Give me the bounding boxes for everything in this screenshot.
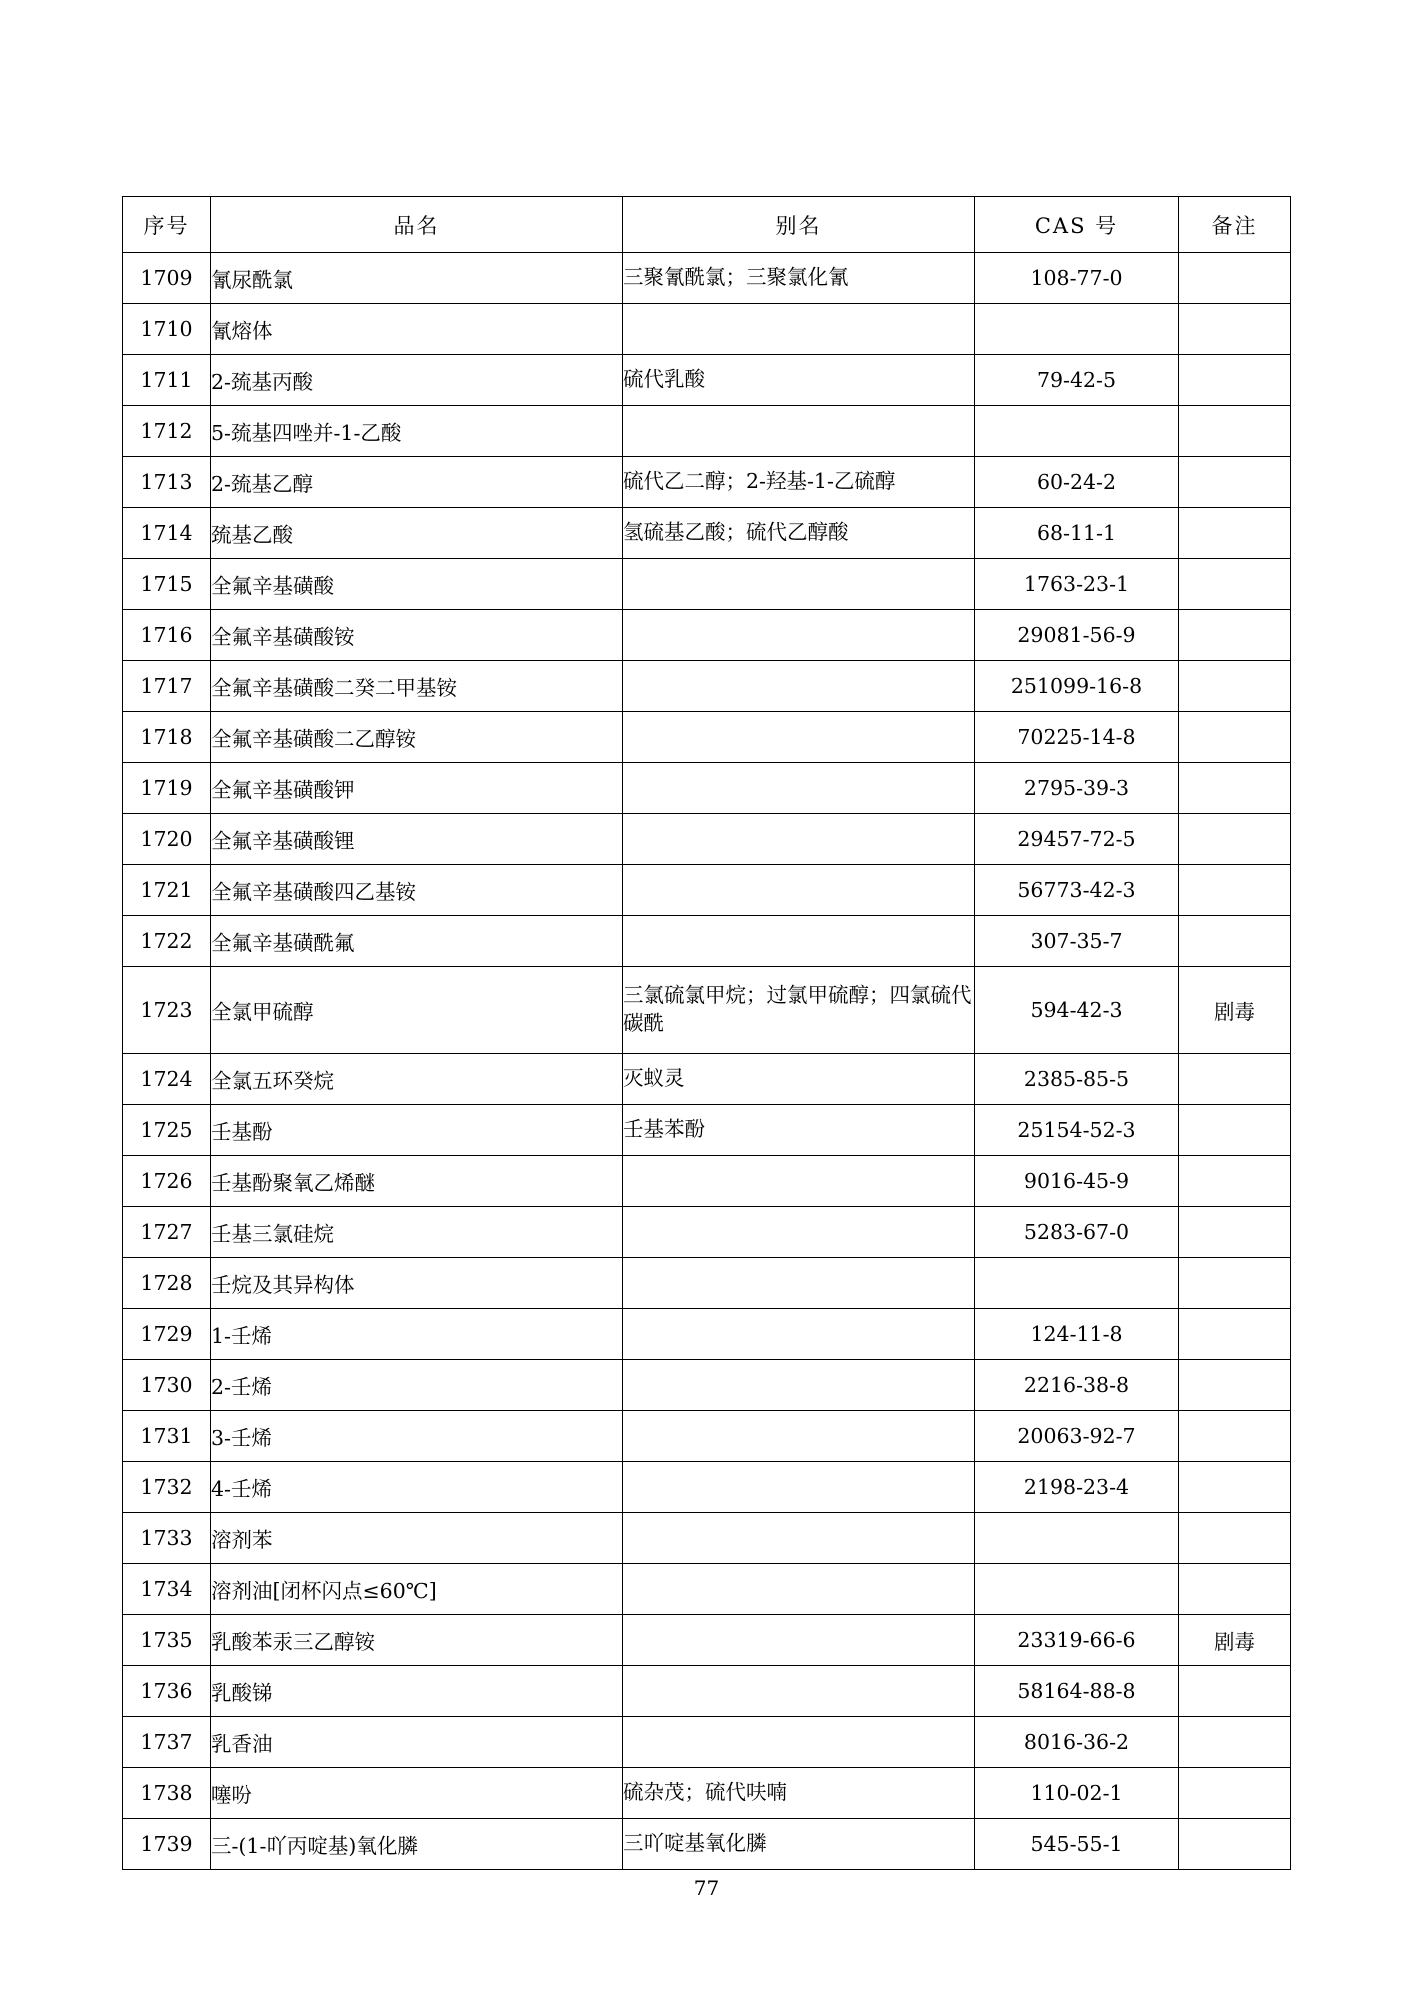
cell-index: 1715: [123, 559, 211, 610]
table-header-row: [123, 197, 1291, 253]
cell-index: 1728: [123, 1258, 211, 1309]
cell-cas: [975, 1258, 1179, 1309]
cell-note: [1179, 253, 1291, 304]
cell-index: 1717: [123, 661, 211, 712]
cell-note: [1179, 304, 1291, 355]
cell-alias: 三吖啶基氧化膦: [623, 1819, 975, 1870]
cell-index: 1723: [123, 967, 211, 1054]
cell-index: 1709: [123, 253, 211, 304]
cell-index: 1716: [123, 610, 211, 661]
cell-note: 剧毒: [1179, 967, 1291, 1054]
cell-name: 全氟辛基磺酸: [211, 559, 623, 610]
cell-note: [1179, 814, 1291, 865]
chemical-table-container: [122, 196, 1290, 1870]
table-row: [123, 1666, 1291, 1717]
table-row: [123, 763, 1291, 814]
cell-index: 1736: [123, 1666, 211, 1717]
table-row: [123, 406, 1291, 457]
table-row: [123, 1054, 1291, 1105]
cell-alias: 壬基苯酚: [623, 1105, 975, 1156]
table-row: [123, 661, 1291, 712]
cell-name: 全氟辛基磺酸四乙基铵: [211, 865, 623, 916]
cell-index: 1722: [123, 916, 211, 967]
table-row: [123, 1615, 1291, 1666]
cell-name: 全氟辛基磺酰氟: [211, 916, 623, 967]
cell-cas: 70225-14-8: [975, 712, 1179, 763]
cell-name: 乳酸锑: [211, 1666, 623, 1717]
cell-alias: 灭蚁灵: [623, 1054, 975, 1105]
cell-name: 全氟辛基磺酸钾: [211, 763, 623, 814]
cell-alias: [623, 1309, 975, 1360]
cell-cas: 2795-39-3: [975, 763, 1179, 814]
cell-index: 1726: [123, 1156, 211, 1207]
cell-index: 1729: [123, 1309, 211, 1360]
table-row: [123, 967, 1291, 1054]
cell-name: 氰尿酰氯: [211, 253, 623, 304]
cell-alias: [623, 1513, 975, 1564]
cell-name: 溶剂油[闭杯闪点≤60℃]: [211, 1564, 623, 1615]
cell-name: 壬基三氯硅烷: [211, 1207, 623, 1258]
table-row: [123, 508, 1291, 559]
cell-name: 全氟辛基磺酸铵: [211, 610, 623, 661]
cell-alias: [623, 661, 975, 712]
cell-note: [1179, 1156, 1291, 1207]
table-row: [123, 712, 1291, 763]
cell-note: [1179, 1054, 1291, 1105]
cell-note: [1179, 1666, 1291, 1717]
cell-name: 2-壬烯: [211, 1360, 623, 1411]
cell-index: 1714: [123, 508, 211, 559]
cell-note: [1179, 1768, 1291, 1819]
cell-index: 1738: [123, 1768, 211, 1819]
cell-alias: [623, 304, 975, 355]
cell-index: 1712: [123, 406, 211, 457]
cell-note: [1179, 355, 1291, 406]
cell-note: [1179, 1411, 1291, 1462]
cell-cas: 29081-56-9: [975, 610, 1179, 661]
chemical-substances-table: [122, 196, 1291, 1870]
cell-name: 2-巯基丙酸: [211, 355, 623, 406]
cell-note: [1179, 712, 1291, 763]
cell-note: [1179, 559, 1291, 610]
header-cell-name: 品名: [211, 197, 623, 253]
cell-alias: [623, 406, 975, 457]
cell-name: 2-巯基乙醇: [211, 457, 623, 508]
cell-alias: 硫杂茂；硫代呋喃: [623, 1768, 975, 1819]
cell-alias: [623, 610, 975, 661]
cell-alias: 三聚氰酰氯；三聚氯化氰: [623, 253, 975, 304]
table-row: [123, 1411, 1291, 1462]
table-row: [123, 916, 1291, 967]
table-body: [123, 253, 1291, 1870]
cell-name: 壬基酚: [211, 1105, 623, 1156]
cell-index: 1713: [123, 457, 211, 508]
cell-alias: [623, 1564, 975, 1615]
cell-cas: 9016-45-9: [975, 1156, 1179, 1207]
cell-alias: [623, 916, 975, 967]
cell-index: 1711: [123, 355, 211, 406]
cell-name: 全氟辛基磺酸锂: [211, 814, 623, 865]
cell-name: 壬基酚聚氧乙烯醚: [211, 1156, 623, 1207]
cell-cas: [975, 1513, 1179, 1564]
cell-cas: 68-11-1: [975, 508, 1179, 559]
cell-cas: 124-11-8: [975, 1309, 1179, 1360]
cell-name: 壬烷及其异构体: [211, 1258, 623, 1309]
cell-cas: 545-55-1: [975, 1819, 1179, 1870]
cell-name: 全氯甲硫醇: [211, 967, 623, 1054]
cell-cas: 251099-16-8: [975, 661, 1179, 712]
table-row: [123, 457, 1291, 508]
cell-alias: [623, 1615, 975, 1666]
cell-alias: [623, 1258, 975, 1309]
cell-name: 溶剂苯: [211, 1513, 623, 1564]
table-row: [123, 355, 1291, 406]
cell-note: [1179, 1819, 1291, 1870]
header-cell-note: 备注: [1179, 197, 1291, 253]
cell-alias: 硫代乳酸: [623, 355, 975, 406]
cell-name: 5-巯基四唑并-1-乙酸: [211, 406, 623, 457]
cell-alias: [623, 1411, 975, 1462]
cell-alias: [623, 763, 975, 814]
cell-name: 氰熔体: [211, 304, 623, 355]
cell-index: 1733: [123, 1513, 211, 1564]
cell-note: [1179, 916, 1291, 967]
cell-index: 1739: [123, 1819, 211, 1870]
cell-note: [1179, 1513, 1291, 1564]
cell-alias: [623, 1666, 975, 1717]
cell-note: [1179, 1360, 1291, 1411]
cell-cas: 8016-36-2: [975, 1717, 1179, 1768]
cell-cas: 58164-88-8: [975, 1666, 1179, 1717]
cell-index: 1737: [123, 1717, 211, 1768]
cell-cas: 20063-92-7: [975, 1411, 1179, 1462]
cell-note: [1179, 763, 1291, 814]
cell-cas: 5283-67-0: [975, 1207, 1179, 1258]
cell-note: [1179, 1564, 1291, 1615]
cell-note: 剧毒: [1179, 1615, 1291, 1666]
table-row: [123, 1360, 1291, 1411]
cell-name: 4-壬烯: [211, 1462, 623, 1513]
cell-cas: 79-42-5: [975, 355, 1179, 406]
cell-cas: [975, 1564, 1179, 1615]
table-row: [123, 559, 1291, 610]
header-cell-index: 序号: [123, 197, 211, 253]
cell-cas: 2198-23-4: [975, 1462, 1179, 1513]
cell-name: 全氟辛基磺酸二癸二甲基铵: [211, 661, 623, 712]
table-row: [123, 1462, 1291, 1513]
page-number: 77: [693, 1876, 720, 1900]
cell-alias: 硫代乙二醇；2-羟基-1-乙硫醇: [623, 457, 975, 508]
cell-index: 1730: [123, 1360, 211, 1411]
cell-index: 1725: [123, 1105, 211, 1156]
cell-name: 3-壬烯: [211, 1411, 623, 1462]
cell-index: 1719: [123, 763, 211, 814]
cell-index: 1724: [123, 1054, 211, 1105]
table-row: [123, 1309, 1291, 1360]
cell-name: 1-壬烯: [211, 1309, 623, 1360]
cell-note: [1179, 1105, 1291, 1156]
cell-cas: 56773-42-3: [975, 865, 1179, 916]
table-row: [123, 1564, 1291, 1615]
cell-name: 乳香油: [211, 1717, 623, 1768]
cell-cas: 60-24-2: [975, 457, 1179, 508]
table-row: [123, 1258, 1291, 1309]
cell-name: 全氟辛基磺酸二乙醇铵: [211, 712, 623, 763]
cell-index: 1720: [123, 814, 211, 865]
cell-note: [1179, 1258, 1291, 1309]
table-header: [123, 197, 1291, 253]
cell-cas: [975, 406, 1179, 457]
table-row: [123, 1156, 1291, 1207]
cell-note: [1179, 610, 1291, 661]
cell-note: [1179, 508, 1291, 559]
cell-note: [1179, 661, 1291, 712]
cell-name: 乳酸苯汞三乙醇铵: [211, 1615, 623, 1666]
cell-cas: 108-77-0: [975, 253, 1179, 304]
table-row: [123, 814, 1291, 865]
cell-note: [1179, 1462, 1291, 1513]
cell-index: 1721: [123, 865, 211, 916]
header-cell-alias: 别名: [623, 197, 975, 253]
cell-name: 巯基乙酸: [211, 508, 623, 559]
cell-alias: [623, 1156, 975, 1207]
cell-index: 1732: [123, 1462, 211, 1513]
cell-note: [1179, 1309, 1291, 1360]
cell-note: [1179, 457, 1291, 508]
cell-index: 1727: [123, 1207, 211, 1258]
cell-note: [1179, 865, 1291, 916]
cell-cas: 29457-72-5: [975, 814, 1179, 865]
cell-alias: [623, 1462, 975, 1513]
cell-cas: 2385-85-5: [975, 1054, 1179, 1105]
cell-name: 全氯五环癸烷: [211, 1054, 623, 1105]
table-row: [123, 610, 1291, 661]
cell-note: [1179, 1207, 1291, 1258]
cell-cas: 307-35-7: [975, 916, 1179, 967]
cell-alias: 氢硫基乙酸；硫代乙醇酸: [623, 508, 975, 559]
cell-index: 1718: [123, 712, 211, 763]
cell-cas: 110-02-1: [975, 1768, 1179, 1819]
cell-note: [1179, 406, 1291, 457]
cell-cas: 1763-23-1: [975, 559, 1179, 610]
cell-name: 噻吩: [211, 1768, 623, 1819]
cell-alias: 三氯硫氯甲烷；过氯甲硫醇；四氯硫代碳酰: [623, 967, 975, 1054]
cell-alias: [623, 814, 975, 865]
table-row: [123, 1768, 1291, 1819]
cell-index: 1734: [123, 1564, 211, 1615]
cell-alias: [623, 1207, 975, 1258]
cell-index: 1710: [123, 304, 211, 355]
cell-cas: 23319-66-6: [975, 1615, 1179, 1666]
cell-alias: [623, 1360, 975, 1411]
table-row: [123, 1513, 1291, 1564]
cell-cas: 25154-52-3: [975, 1105, 1179, 1156]
header-cell-cas: CAS 号: [975, 197, 1179, 253]
cell-cas: 2216-38-8: [975, 1360, 1179, 1411]
table-row: [123, 304, 1291, 355]
table-row: [123, 1105, 1291, 1156]
table-row: [123, 253, 1291, 304]
cell-index: 1735: [123, 1615, 211, 1666]
cell-cas: [975, 304, 1179, 355]
cell-alias: [623, 712, 975, 763]
table-row: [123, 1819, 1291, 1870]
cell-note: [1179, 1717, 1291, 1768]
table-row: [123, 865, 1291, 916]
cell-index: 1731: [123, 1411, 211, 1462]
cell-alias: [623, 865, 975, 916]
cell-cas: 594-42-3: [975, 967, 1179, 1054]
cell-name: 三-(1-吖丙啶基)氧化膦: [211, 1819, 623, 1870]
table-row: [123, 1207, 1291, 1258]
cell-alias: [623, 559, 975, 610]
cell-alias: [623, 1717, 975, 1768]
table-row: [123, 1717, 1291, 1768]
